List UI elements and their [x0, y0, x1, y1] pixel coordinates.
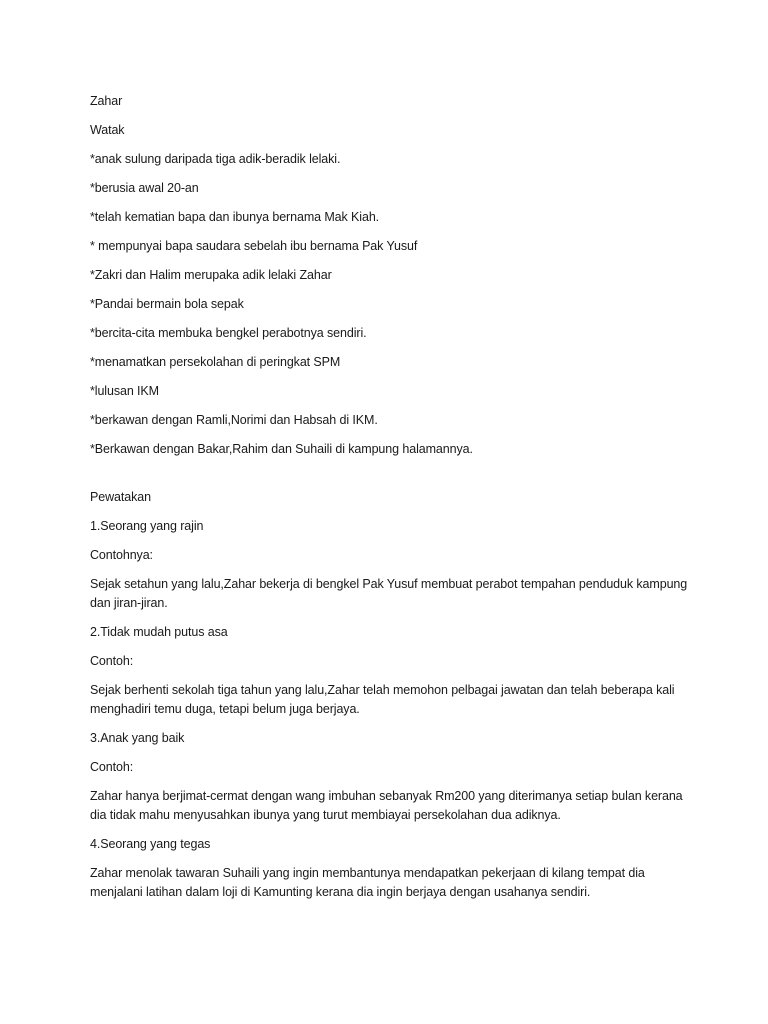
trait-heading: 4.Seorang yang tegas	[90, 837, 211, 851]
trait-heading: 1.Seorang yang rajin	[90, 519, 204, 533]
watak-item: *Zakri dan Halim merupaka adik lelaki Zahar	[90, 268, 332, 282]
watak-item: * mempunyai bapa saudara sebelah ibu bernama Pak Yusuf	[90, 239, 418, 253]
document-title: Zahar	[90, 94, 123, 108]
watak-item: *lulusan IKM	[90, 384, 159, 398]
example-text: Sejak berhenti sekolah tiga tahun yang lalu,Zahar telah memohon pelbagai jawatan dan telah beberapa kali menghadiri temu duga, tetapi belum juga berjaya.	[90, 683, 675, 716]
watak-heading: Watak	[90, 123, 125, 137]
document-body	[90, 92, 690, 912]
example-text: Zahar hanya berjimat-cermat dengan wang imbuhan sebanyak Rm200 yang diterimanya setiap bulan kerana dia tidak mahu menyusahkan ibunya yang turut membiayai persekolahan dua adiknya.	[90, 789, 683, 822]
example-label: Contohnya:	[90, 548, 153, 562]
watak-item: *anak sulung daripada tiga adik-beradik lelaki.	[90, 152, 341, 166]
watak-item: *berkawan dengan Ramli,Norimi dan Habsah di IKM.	[90, 413, 378, 427]
example-label: Contoh:	[90, 760, 134, 774]
example-text: Sejak setahun yang lalu,Zahar bekerja di bengkel Pak Yusuf membuat perabot tempahan penduduk kampung dan jiran-jiran.	[90, 577, 688, 610]
trait-heading: 2.Tidak mudah putus asa	[90, 625, 228, 639]
watak-item: *berusia awal 20-an	[90, 181, 199, 195]
trait-heading: 3.Anak yang baik	[90, 731, 185, 745]
example-text: Zahar menolak tawaran Suhaili yang ingin membantunya mendapatkan pekerjaan di kilang tempat dia menjalani latihan dalam loji di Kamunting kerana dia ingin berjaya dengan usahanya sendiri.	[90, 866, 645, 899]
example-label: Contoh:	[90, 654, 134, 668]
watak-item: *Berkawan dengan Bakar,Rahim dan Suhaili di kampung halamannya.	[90, 442, 473, 456]
watak-item: *Pandai bermain bola sepak	[90, 297, 244, 311]
watak-item: *menamatkan persekolahan di peringkat SPM	[90, 355, 341, 369]
pewatakan-heading: Pewatakan	[90, 490, 151, 504]
watak-item: *bercita-cita membuka bengkel perabotnya sendiri.	[90, 326, 367, 340]
watak-item: *telah kematian bapa dan ibunya bernama Mak Kiah.	[90, 210, 380, 224]
